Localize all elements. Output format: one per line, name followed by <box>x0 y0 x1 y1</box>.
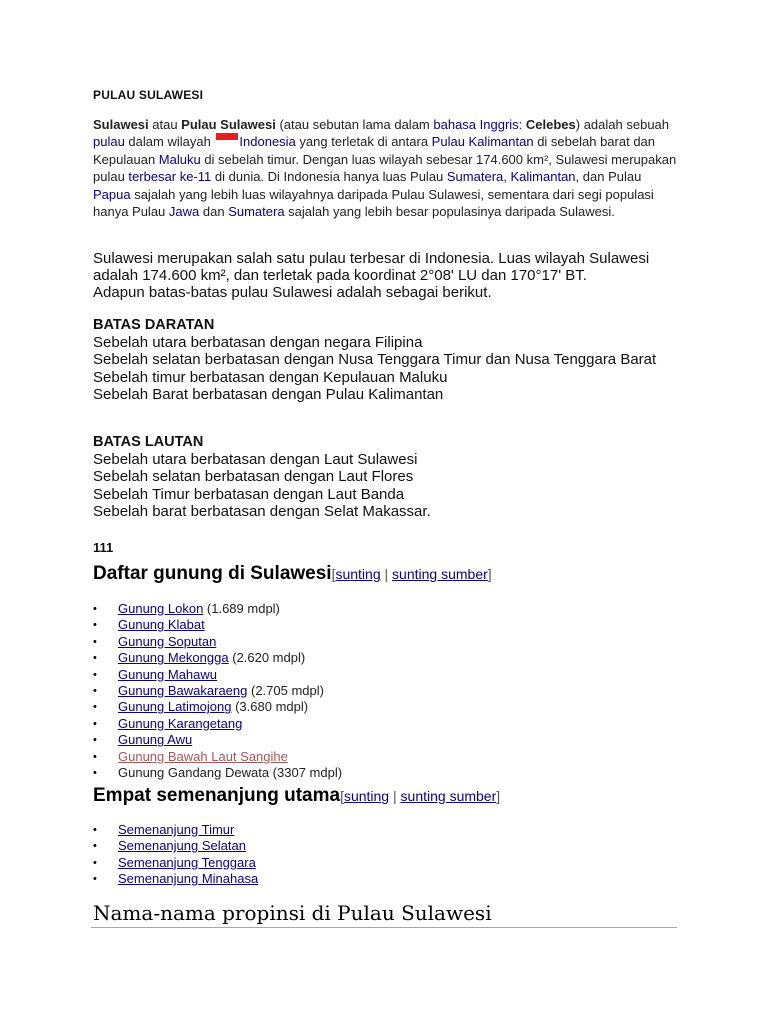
list-item <box>93 732 342 748</box>
edit-source-link[interactable]: sunting sumber <box>400 788 497 804</box>
description-line: adalah 174.600 km², dan terletak pada koordinat 2°08' LU dan 170°17' BT. <box>93 267 587 285</box>
intro-text: dalam wilayah <box>124 134 215 150</box>
intro-text: sajalah yang lebih luas wilayahnya daripada Pulau Sulawesi, sementara dari segi populasi hanya Pulau <box>93 186 654 220</box>
gunung-link[interactable]: Gunung Lokon <box>118 601 204 616</box>
gunung-height: (3307 mdpl) <box>269 765 343 781</box>
batas-line: Sebelah timur berbatasan dengan Kepulauan Maluku <box>93 368 448 386</box>
gunung-link[interactable]: Gunung Latimojong <box>118 699 232 715</box>
semenanjung-link[interactable]: Semenanjung Selatan <box>118 838 246 854</box>
list-item <box>93 650 342 666</box>
intro-text: , dan Pulau <box>575 169 642 185</box>
intro-text: di sebelah barat dan Kepulauan <box>93 134 656 167</box>
batas-line: Sebelah selatan berbatasan dengan Laut Flores <box>93 468 414 486</box>
gunung-height: (2.620 mdpl) <box>228 650 306 666</box>
semenanjung-heading <box>93 785 500 807</box>
gunung-link[interactable]: Gunung Awu <box>118 732 193 748</box>
bracket-open: [ <box>340 788 344 804</box>
intro-text: yang terletak di antara <box>295 134 432 150</box>
intro-text: Sulawesi <box>93 117 149 132</box>
batas-line: Sebelah Barat berbatasan dengan Pulau Kalimantan <box>93 385 444 403</box>
edit-link[interactable]: sunting <box>335 566 381 582</box>
description-paragraph <box>93 250 693 302</box>
intro-text: , <box>503 169 511 185</box>
intro-text: (atau sebutan lama dalam <box>275 117 434 132</box>
edit-source-link[interactable]: sunting sumber <box>392 566 488 582</box>
link-terbesar[interactable]: terbesar ke-11 <box>128 169 212 185</box>
semenanjung-link[interactable]: Semenanjung Tenggara <box>118 854 256 870</box>
batas-daratan-heading: BATAS DARATAN <box>93 317 215 333</box>
edit-separator: | <box>389 788 401 804</box>
list-item <box>93 765 342 781</box>
gunung-height: (2.705 mdpl) <box>247 683 324 699</box>
heading-divider <box>91 927 677 928</box>
gunung-link-new[interactable]: Gunung Bawah Laut Sangihe <box>118 748 288 764</box>
batas-line: Sebelah selatan berbatasan dengan Nusa Tenggara Timur dan Nusa Tenggara Barat <box>93 351 657 369</box>
link-maluku[interactable]: Maluku <box>158 151 201 167</box>
list-item <box>93 683 342 699</box>
link-indonesia[interactable]: Indonesia <box>239 134 296 150</box>
intro-text: Pulau Sulawesi <box>181 117 276 132</box>
list-item <box>93 667 342 683</box>
list-item <box>93 749 342 765</box>
gunung-name: Gunung Gandang Dewata <box>118 765 270 781</box>
intro-text: di sebelah timur. Dengan luas wilayah sebesar 174.600 km², Sulawesi merupakan pulau <box>93 151 677 185</box>
intro-paragraph <box>93 116 678 220</box>
edit-section <box>332 566 492 582</box>
list-item <box>93 617 342 633</box>
list-item <box>93 601 342 617</box>
bracket-close: ] <box>487 566 492 582</box>
intro-text: dan <box>199 204 229 220</box>
list-item <box>93 871 258 887</box>
list-item <box>93 838 258 854</box>
semenanjung-link[interactable]: Semenanjung Minahasa <box>118 871 259 887</box>
description-line: Adapun batas-batas pulau Sulawesi adalah sebagai berikut. <box>93 284 492 302</box>
gunung-link[interactable]: Gunung Karangetang <box>118 715 243 731</box>
intro-text: atau <box>148 117 182 132</box>
edit-separator: | <box>380 566 393 582</box>
batas-line: Sebelah Timur berbatasan dengan Laut Banda <box>93 485 405 503</box>
page-number: 111 <box>93 540 114 555</box>
link-papua[interactable]: Papua <box>93 186 131 202</box>
edit-section <box>340 788 500 804</box>
semenanjung-link[interactable]: Semenanjung Timur <box>118 822 235 837</box>
edit-link[interactable]: sunting <box>343 788 390 804</box>
intro-text: Celebes <box>525 117 576 132</box>
batas-line: Sebelah utara berbatasan dengan negara Filipina <box>93 334 423 352</box>
list-item <box>93 822 258 838</box>
batas-line: Sebelah barat berbatasan dengan Selat Makassar. <box>93 502 431 520</box>
gunung-link[interactable]: Gunung Mahawu <box>118 666 218 682</box>
batas-lautan-section <box>93 434 673 520</box>
gunung-heading <box>93 563 492 585</box>
batas-line: Sebelah utara berbatasan dengan Laut Sulawesi <box>93 451 418 469</box>
intro-text: : <box>518 117 526 132</box>
page-title: PULAU SULAWESI <box>93 88 204 102</box>
provinsi-heading: Nama-nama propinsi di Pulau Sulawesi <box>93 901 492 925</box>
intro-text: di dunia. Di Indonesia hanya luas Pulau <box>211 169 447 185</box>
gunung-height: (3.680 mdpl) <box>231 699 309 715</box>
gunung-link[interactable]: Gunung Bawakaraeng <box>118 683 248 699</box>
gunung-link[interactable]: Gunung Soputan <box>118 633 217 649</box>
gunung-height: (1.689 mdpl) <box>203 601 280 616</box>
batas-daratan-section <box>93 317 673 403</box>
list-item <box>93 634 342 650</box>
semenanjung-heading-text: Empat semenanjung utama <box>93 785 341 806</box>
link-sumatera-2[interactable]: Sumatera <box>228 204 285 220</box>
link-kalimantan[interactable]: Kalimantan <box>510 169 576 185</box>
bracket-open: [ <box>331 566 336 582</box>
gunung-link[interactable]: Gunung Klabat <box>118 617 205 633</box>
gunung-list <box>93 601 342 781</box>
batas-lautan-heading: BATAS LAUTAN <box>93 434 204 450</box>
link-sumatera[interactable]: Sumatera <box>446 169 504 185</box>
bracket-close: ] <box>496 788 501 804</box>
link-jawa[interactable]: Jawa <box>168 204 200 220</box>
list-item <box>93 699 342 715</box>
link-pulau-kalimantan[interactable]: Pulau Kalimantan <box>431 134 534 150</box>
gunung-heading-text: Daftar gunung di Sulawesi <box>93 563 332 584</box>
link-bahasa-inggris[interactable]: bahasa Inggris <box>433 117 519 132</box>
list-item <box>93 855 258 871</box>
intro-text: ) adalah sebuah <box>575 117 670 132</box>
list-item <box>93 716 342 732</box>
description-line: Sulawesi merupakan salah satu pulau terbesar di Indonesia. Luas wilayah Sulawesi <box>93 250 650 267</box>
indonesia-flag-icon <box>216 133 238 147</box>
gunung-link[interactable]: Gunung Mekongga <box>118 650 229 666</box>
intro-text: sajalah yang lebih besar populasinya daripada Sulawesi. <box>284 204 615 220</box>
semenanjung-list <box>93 822 258 888</box>
link-pulau[interactable]: pulau <box>93 134 125 150</box>
